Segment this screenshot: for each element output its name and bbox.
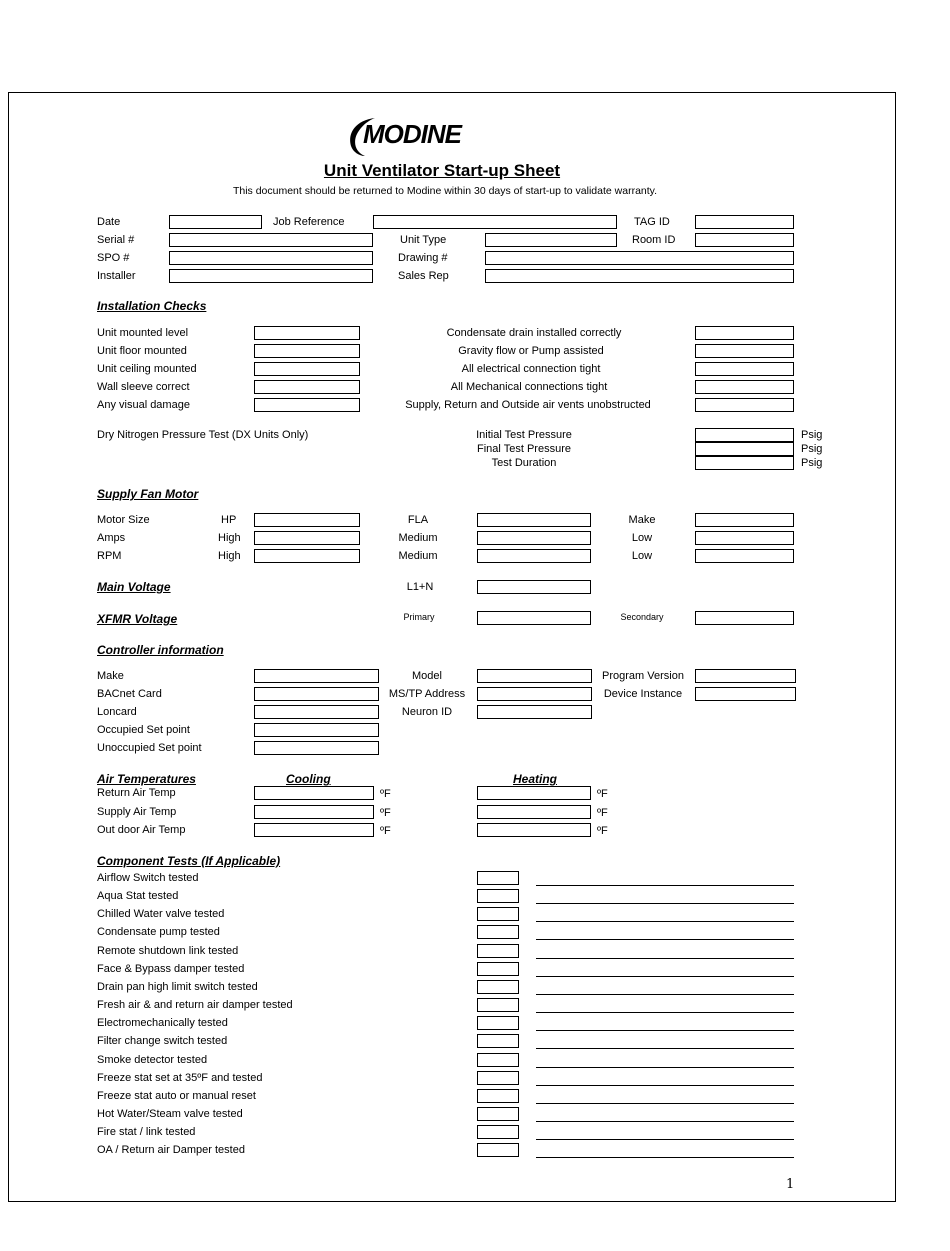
component-test-checkbox[interactable]: [477, 1071, 519, 1085]
component-test-notes-line[interactable]: [536, 1012, 794, 1013]
controller-make-label: Make: [97, 670, 124, 682]
component-test-notes-line[interactable]: [536, 1103, 794, 1104]
occupied-field[interactable]: [254, 723, 379, 737]
room-id-label: Room ID: [632, 234, 676, 246]
make-label: Make: [628, 514, 656, 526]
component-test-label: OA / Return air Damper tested: [97, 1144, 245, 1157]
component-test-notes-line[interactable]: [536, 903, 794, 904]
psig-unit: Psig: [801, 457, 823, 469]
heating-temp-field[interactable]: [477, 786, 591, 800]
hp-label: HP: [221, 514, 237, 526]
amps-medium-label: Medium: [398, 532, 438, 544]
model-label: Model: [412, 670, 442, 682]
amps-label: Amps: [97, 532, 126, 544]
component-test-label: Aqua Stat tested: [97, 890, 179, 903]
occupied-label: Occupied Set point: [97, 724, 190, 736]
component-test-notes-line[interactable]: [536, 1085, 794, 1086]
psig-unit: Psig: [801, 443, 823, 455]
heating-temp-field[interactable]: [477, 823, 591, 837]
component-test-notes-line[interactable]: [536, 885, 794, 886]
final-pressure-field[interactable]: [695, 442, 794, 456]
loncard-label: Loncard: [97, 706, 137, 718]
serial-label: Serial #: [97, 234, 135, 246]
amps-medium-field[interactable]: [477, 531, 591, 545]
supply-fan-motor-heading: Supply Fan Motor: [97, 487, 199, 501]
neuron-id-label: Neuron ID: [401, 706, 453, 718]
drawing-field[interactable]: [485, 251, 794, 265]
neuron-id-field[interactable]: [477, 705, 592, 719]
hp-field[interactable]: [254, 513, 360, 527]
spo-label: SPO #: [97, 252, 130, 264]
component-test-label: Freeze stat auto or manual reset: [97, 1089, 256, 1102]
rpm-low-label: Low: [631, 550, 653, 562]
component-test-notes-line[interactable]: [536, 994, 794, 995]
component-test-checkbox[interactable]: [477, 1016, 519, 1030]
check-field-right[interactable]: [695, 326, 794, 340]
component-test-checkbox[interactable]: [477, 1125, 519, 1139]
controller-information-heading: Controller information: [97, 643, 224, 657]
rpm-medium-label: Medium: [398, 550, 438, 562]
model-field[interactable]: [477, 669, 592, 683]
check-label-left: Any visual damage: [97, 399, 190, 411]
test-duration-field[interactable]: [695, 456, 794, 470]
component-test-checkbox[interactable]: [477, 925, 519, 939]
component-test-label: Electromechanically tested: [97, 1017, 228, 1030]
component-test-notes-line[interactable]: [536, 1030, 794, 1031]
date-field[interactable]: [169, 215, 262, 229]
fahrenheit-unit: ºF: [597, 788, 608, 800]
component-test-notes-line[interactable]: [536, 1157, 794, 1158]
unoccupied-field[interactable]: [254, 741, 379, 755]
tag-id-label: TAG ID: [634, 216, 670, 228]
page-title: Unit Ventilator Start-up Sheet: [323, 161, 561, 180]
drawing-label: Drawing #: [398, 252, 448, 264]
installer-label: Installer: [97, 270, 136, 282]
device-instance-field[interactable]: [695, 687, 796, 701]
component-test-notes-line[interactable]: [536, 921, 794, 922]
component-test-notes-line[interactable]: [536, 1048, 794, 1049]
fahrenheit-unit: ºF: [380, 788, 391, 800]
amps-low-field[interactable]: [695, 531, 794, 545]
logo-wordmark: MODINE: [363, 119, 461, 149]
rpm-high-field[interactable]: [254, 549, 360, 563]
component-test-notes-line[interactable]: [536, 1067, 794, 1068]
program-version-field[interactable]: [695, 669, 796, 683]
mstp-label: MS/TP Address: [388, 688, 466, 700]
installer-field[interactable]: [169, 269, 373, 283]
cooling-temp-field[interactable]: [254, 805, 374, 819]
fahrenheit-unit: ºF: [597, 825, 608, 837]
fahrenheit-unit: ºF: [597, 807, 608, 819]
device-instance-label: Device Instance: [603, 688, 683, 700]
component-test-checkbox[interactable]: [477, 1107, 519, 1121]
check-field-right[interactable]: [695, 398, 794, 412]
component-tests-heading: Component Tests (If Applicable): [97, 854, 281, 868]
component-test-notes-line[interactable]: [536, 958, 794, 959]
component-test-checkbox[interactable]: [477, 1034, 519, 1048]
check-field-left[interactable]: [254, 344, 360, 358]
check-label-left: Unit floor mounted: [97, 345, 187, 357]
primary-label: Primary: [403, 612, 435, 622]
l1n-label: L1+N: [406, 581, 434, 593]
loncard-field[interactable]: [254, 705, 379, 719]
component-test-label: Filter change switch tested: [97, 1035, 228, 1048]
bacnet-field[interactable]: [254, 687, 379, 701]
job-reference-label: Job Reference: [273, 216, 345, 228]
component-test-label: Face & Bypass damper tested: [97, 962, 245, 975]
check-field-left[interactable]: [254, 326, 360, 340]
rpm-label: RPM: [97, 550, 122, 562]
component-test-notes-line[interactable]: [536, 1139, 794, 1140]
secondary-label: Secondary: [620, 612, 664, 622]
check-field-right[interactable]: [695, 362, 794, 376]
initial-pressure-label: Initial Test Pressure: [476, 429, 572, 441]
component-test-label: Chilled Water valve tested: [97, 908, 225, 921]
unit-type-label: Unit Type: [400, 234, 447, 246]
modine-logo: [345, 112, 505, 158]
check-label-right: Supply, Return and Outside air vents unobstructed: [405, 399, 651, 411]
bacnet-label: BACnet Card: [97, 688, 162, 700]
check-field-left[interactable]: [254, 398, 360, 412]
cooling-temp-field[interactable]: [254, 823, 374, 837]
air-temp-label: Supply Air Temp: [97, 806, 177, 818]
check-field-left[interactable]: [254, 380, 360, 394]
fla-label: FLA: [407, 514, 429, 526]
rpm-low-field[interactable]: [695, 549, 794, 563]
heating-heading: Heating: [513, 772, 558, 786]
component-test-label: Fresh air & and return air damper tested: [97, 999, 293, 1012]
final-pressure-label: Final Test Pressure: [477, 443, 571, 455]
check-label-right: Condensate drain installed correctly: [446, 327, 622, 339]
component-test-checkbox[interactable]: [477, 871, 519, 885]
cooling-heading: Cooling: [286, 772, 331, 786]
rpm-high-label: High: [218, 550, 241, 562]
check-label-right: All electrical connection tight: [461, 363, 601, 375]
check-label-left: Unit mounted level: [97, 327, 189, 339]
l1n-field[interactable]: [477, 580, 591, 594]
page-number: 1: [786, 1177, 795, 1192]
serial-field[interactable]: [169, 233, 373, 247]
make-field[interactable]: [695, 513, 794, 527]
check-label-right: Gravity flow or Pump assisted: [458, 345, 604, 357]
check-field-right[interactable]: [695, 380, 794, 394]
component-test-checkbox[interactable]: [477, 889, 519, 903]
main-voltage-heading: Main Voltage: [97, 580, 171, 594]
component-test-checkbox[interactable]: [477, 907, 519, 921]
sales-rep-label: Sales Rep: [398, 270, 449, 282]
amps-high-label: High: [218, 532, 241, 544]
component-test-label: Hot Water/Steam valve tested: [97, 1107, 243, 1120]
unit-type-field[interactable]: [485, 233, 617, 247]
nitrogen-test-label: Dry Nitrogen Pressure Test (DX Units Only): [97, 429, 309, 441]
component-test-checkbox[interactable]: [477, 1053, 519, 1067]
initial-pressure-field[interactable]: [695, 428, 794, 442]
mstp-field[interactable]: [477, 687, 592, 701]
air-temp-label: Return Air Temp: [97, 787, 176, 799]
installation-checks-heading: Installation Checks: [97, 299, 207, 313]
component-test-label: Fire stat / link tested: [97, 1126, 196, 1139]
fla-field[interactable]: [477, 513, 591, 527]
component-test-notes-line[interactable]: [536, 1121, 794, 1122]
xfmr-voltage-heading: XFMR Voltage: [97, 612, 178, 626]
check-field-left[interactable]: [254, 362, 360, 376]
unoccupied-label: Unoccupied Set point: [97, 742, 202, 754]
secondary-field[interactable]: [695, 611, 794, 625]
component-test-notes-line[interactable]: [536, 976, 794, 977]
primary-field[interactable]: [477, 611, 591, 625]
heating-temp-field[interactable]: [477, 805, 591, 819]
fahrenheit-unit: ºF: [380, 825, 391, 837]
sales-rep-field[interactable]: [485, 269, 794, 283]
component-test-checkbox[interactable]: [477, 980, 519, 994]
controller-make-field[interactable]: [254, 669, 379, 683]
component-test-checkbox[interactable]: [477, 962, 519, 976]
component-test-label: Freeze stat set at 35ºF and tested: [97, 1071, 263, 1084]
check-label-right: All Mechanical connections tight: [450, 381, 608, 393]
component-test-checkbox[interactable]: [477, 944, 519, 958]
component-test-label: Drain pan high limit switch tested: [97, 980, 258, 993]
amps-low-label: Low: [631, 532, 653, 544]
rpm-medium-field[interactable]: [477, 549, 591, 563]
fahrenheit-unit: ºF: [380, 807, 391, 819]
air-temperatures-heading: Air Temperatures: [97, 772, 196, 786]
date-label: Date: [97, 216, 121, 228]
component-test-checkbox[interactable]: [477, 998, 519, 1012]
amps-high-field[interactable]: [254, 531, 360, 545]
spo-field[interactable]: [169, 251, 373, 265]
component-test-label: Remote shutdown link tested: [97, 944, 239, 957]
page-subtitle: This document should be returned to Modine within 30 days of start-up to validate warranty.: [232, 185, 658, 197]
component-test-label: Smoke detector tested: [97, 1053, 208, 1066]
check-label-left: Unit ceiling mounted: [97, 363, 197, 375]
component-test-label: Airflow Switch tested: [97, 872, 199, 884]
air-temp-label: Out door Air Temp: [97, 824, 186, 836]
check-label-left: Wall sleeve correct: [97, 381, 190, 393]
component-test-checkbox[interactable]: [477, 1143, 519, 1157]
component-test-label: Condensate pump tested: [97, 926, 220, 939]
component-test-notes-line[interactable]: [536, 939, 794, 940]
cooling-temp-field[interactable]: [254, 786, 374, 800]
motor-size-label: Motor Size: [97, 514, 150, 526]
program-version-label: Program Version: [602, 670, 684, 682]
psig-unit: Psig: [801, 429, 823, 441]
tag-id-field[interactable]: [695, 215, 794, 229]
job-reference-field[interactable]: [373, 215, 617, 229]
test-duration-label: Test Duration: [491, 457, 557, 469]
check-field-right[interactable]: [695, 344, 794, 358]
room-id-field[interactable]: [695, 233, 794, 247]
component-test-checkbox[interactable]: [477, 1089, 519, 1103]
